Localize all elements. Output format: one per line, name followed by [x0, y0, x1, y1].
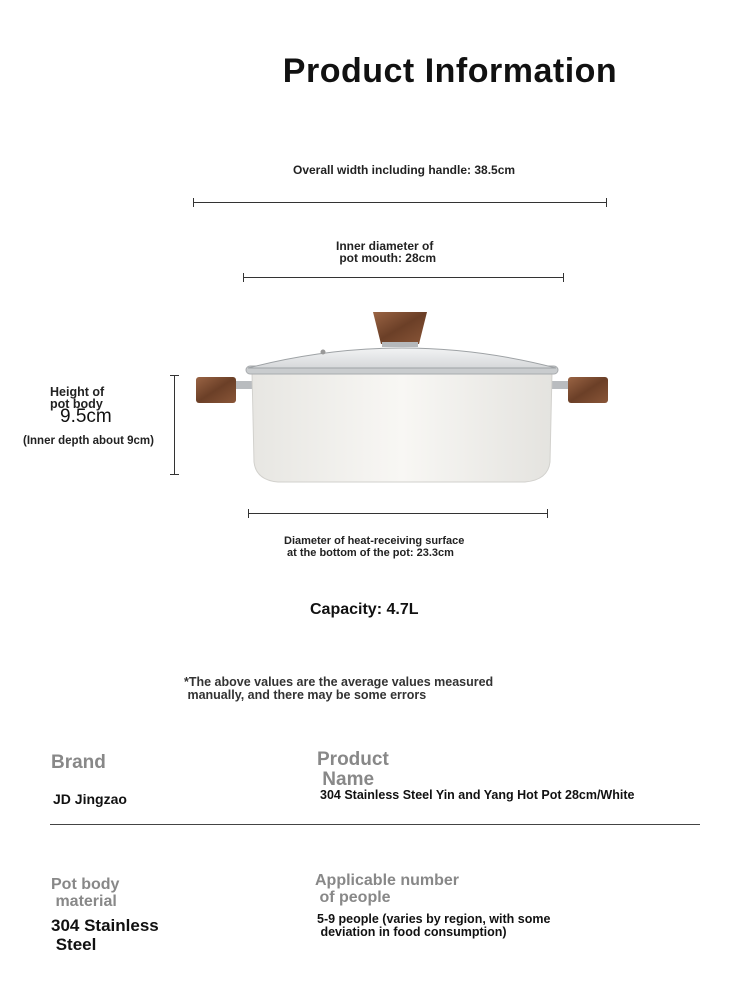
height-line: [174, 375, 175, 475]
left-handle: [196, 377, 236, 403]
height-label: Height of pot body: [50, 385, 105, 411]
product-name-label: Product Name: [317, 749, 389, 790]
material-value: 304 Stainless Steel: [51, 916, 159, 954]
capacity-label: Capacity: 4.7L: [310, 601, 419, 618]
bottom-diameter-line: [248, 513, 548, 514]
bottom-diameter-label: Diameter of heat-receiving surface at the bottom of the pot: 23.3cm: [284, 535, 465, 559]
spec-divider: [50, 824, 700, 825]
inner-diameter-line: [243, 277, 564, 278]
brand-label: Brand: [51, 752, 106, 773]
overall-width-label: Overall width including handle: 38.5cm: [293, 163, 516, 177]
height-value: 9.5cm: [60, 406, 112, 427]
right-handle: [568, 377, 608, 403]
steam-vent: [321, 350, 326, 355]
people-label: Applicable number of people: [315, 872, 460, 906]
glass-lid: [248, 348, 556, 368]
brand-value: JD Jingzao: [53, 791, 127, 807]
product-name-value: 304 Stainless Steel Yin and Yang Hot Pot 28cm/White: [320, 788, 635, 802]
knob-base: [382, 342, 418, 347]
overall-width-line: [193, 202, 607, 203]
inner-diameter-label: Inner diameter of pot mouth: 28cm: [336, 239, 437, 265]
lid-knob: [373, 312, 427, 344]
measurement-note: *The above values are the average values measured manually, and there may be some errors: [184, 675, 494, 702]
page-title: Product Information: [282, 52, 618, 90]
people-value: 5-9 people (varies by region, with some deviation in food consumption): [317, 912, 551, 939]
pot-body: [252, 372, 552, 482]
pot-illustration: [190, 300, 620, 495]
inner-depth-label: (Inner depth about 9cm): [23, 435, 154, 447]
material-label: Pot body material: [51, 876, 120, 910]
